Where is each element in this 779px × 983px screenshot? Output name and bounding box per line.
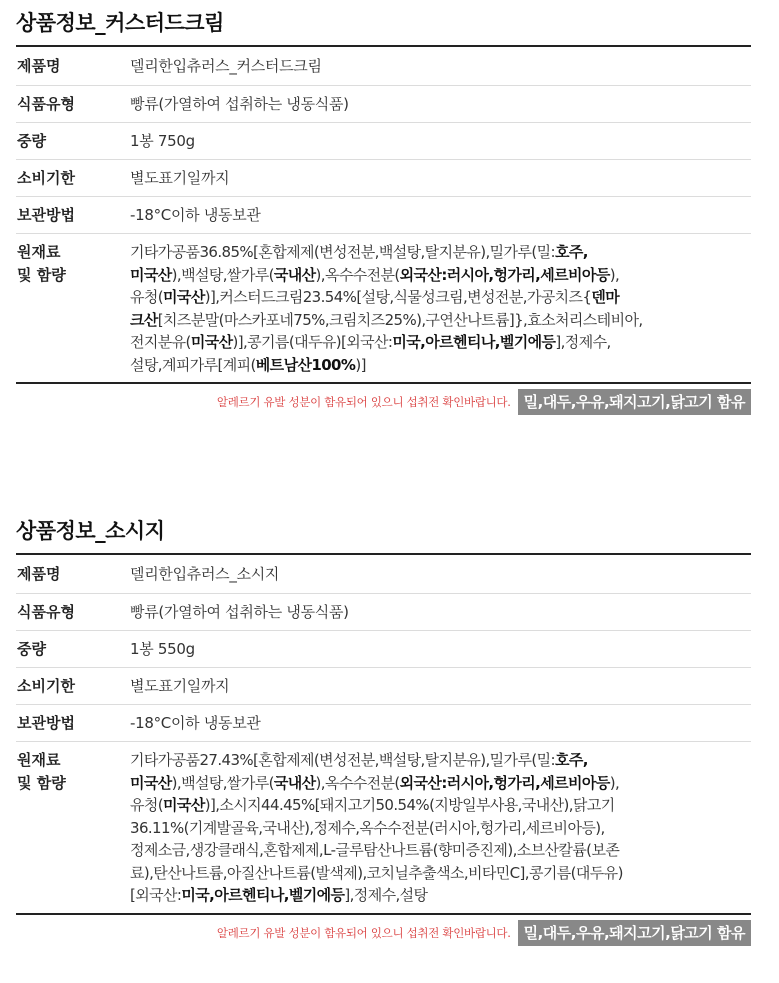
allergy-warning-text: 알레르기 유발 성분이 함유되어 있으니 섭취전 확인바랍니다. (216, 395, 511, 409)
ingredient-text-segment: )],콩기름(대두유)[외국산: (232, 333, 393, 351)
info-row-food-type (16, 594, 751, 631)
info-row-product-name (16, 47, 751, 86)
ingredient-text-segment: ],정제수,설탕 (344, 886, 428, 904)
ingredient-origin-bold: 외국산:러시아,헝가리,세르비아등 (399, 265, 610, 284)
ingredient-text-segment: ),백설탕,쌀가루( (171, 773, 274, 792)
ingredient-text-segment: )],소시지44.45%[돼지고기50.54%(지방일부사용,국내산),닭고기 (204, 796, 615, 814)
ingredient-origin-bold: 미국산 (130, 265, 172, 284)
product-info-section (16, 0, 751, 415)
row-label: 제품명 (17, 56, 61, 75)
row-label (16, 749, 130, 907)
ingredients-label-line2: 및 함량 (17, 266, 66, 284)
ingredient-text-segment: 기타가공품36.85%[혼합제제(변성전분,백설탕,탈지분유),밀가루(밀: (130, 243, 555, 261)
row-value: 델리한입츄러스_소시지 (130, 564, 280, 583)
ingredient-text-segment: ), (609, 265, 620, 284)
ingredient-origin-bold: 미국산 (163, 796, 205, 814)
row-label: 보관방법 (17, 205, 75, 224)
row-label: 보관방법 (17, 713, 75, 732)
section-title: 상품정보_커스터드크림 (16, 11, 224, 35)
ingredient-origin-bold: 국내산 (273, 773, 316, 792)
section-title: 상품정보_소시지 (16, 519, 165, 543)
allergen-badge: 밀,대두,우유,돼지고기,닭고기 함유 (518, 920, 751, 946)
ingredient-origin-bold: 외국산:러시아,헝가리,세르비아등 (399, 773, 610, 792)
row-label: 소비기한 (17, 168, 75, 187)
ingredient-text-segment: ),백설탕,쌀가루( (171, 265, 274, 284)
allergy-notice (16, 389, 751, 415)
ingredient-text-segment: 36.11%(기계발골육,국내산),정제수,옥수수전분(러시아,헝가리,세르비아등), (130, 818, 605, 837)
ingredient-text-segment: 정제소금,생강클래식,혼합제제,L-글루탐산나트륨(향미증진제),소브산칼륨(보존 (130, 841, 620, 859)
ingredient-text-segment: ),옥수수전분( (315, 265, 400, 284)
ingredients-label-line2: 및 함량 (17, 774, 66, 792)
ingredient-origin-bold: 국내산 (273, 265, 316, 284)
row-label: 식품유형 (17, 602, 75, 621)
info-row-weight (16, 123, 751, 160)
ingredient-text-segment: 유청( (130, 796, 164, 814)
ingredient-origin-bold: 호주, (554, 243, 588, 261)
info-row-ingredients (16, 234, 751, 384)
ingredient-text-segment: )],커스터드크림23.54%[설탕,식물성크림,변성전분,가공치즈{ (204, 288, 592, 306)
info-row-expiry (16, 668, 751, 705)
ingredient-origin-bold: 호주, (554, 751, 588, 769)
allergy-notice (16, 920, 751, 946)
ingredient-origin-bold: 미국산 (190, 333, 233, 351)
allergen-badge: 밀,대두,우유,돼지고기,닭고기 함유 (518, 389, 751, 415)
row-value: -18°C이하 냉동보관 (130, 205, 261, 224)
ingredient-text-segment: 유청( (130, 288, 164, 306)
row-value: 별도표기일까지 (130, 168, 230, 187)
info-row-storage (16, 705, 751, 742)
ingredient-origin-bold: 미국,아르헨티나,벨기에등 (181, 886, 345, 904)
ingredient-text-segment: [치즈분말(마스카포네75%,크림치즈25%),구연산나트륨]},효소처리스테비아, (157, 310, 643, 329)
ingredients-label-line1: 원재료 (17, 243, 61, 261)
row-label (16, 241, 130, 376)
ingredient-text-segment: 전지분유( (130, 333, 191, 351)
ingredient-origin-bold: 미국산 (130, 773, 172, 792)
row-value: -18°C이하 냉동보관 (130, 713, 261, 732)
row-label: 식품유형 (17, 94, 75, 113)
ingredient-text-segment: ), (609, 773, 620, 792)
info-row-food-type (16, 86, 751, 123)
info-row-product-name (16, 555, 751, 594)
ingredient-text-segment: 기타가공품27.43%[혼합제제(변성전분,백설탕,탈지분유),밀가루(밀: (130, 751, 555, 769)
info-row-weight (16, 631, 751, 668)
ingredient-text-segment: ],정제수, (555, 333, 611, 351)
ingredient-origin-bold: 미국,아르헨티나,벨기에등 (392, 333, 556, 351)
row-label: 중량 (17, 131, 46, 150)
ingredient-origin-bold: 크산 (130, 310, 158, 329)
info-row-storage (16, 197, 751, 234)
info-row-ingredients (16, 742, 751, 915)
ingredient-origin-bold: 덴마 (591, 288, 620, 306)
row-label: 중량 (17, 639, 46, 658)
ingredient-origin-bold: 베트남산100% (255, 355, 356, 374)
ingredient-text-segment: 료),탄산나트륨,아질산나트륨(발색제),코치닐추출색소,비타민C],콩기름(대두유) (130, 863, 623, 882)
row-value: 빵류(가열하여 섭취하는 냉동식품) (130, 602, 349, 621)
row-label: 소비기한 (17, 676, 75, 695)
row-label: 제품명 (17, 564, 61, 583)
allergy-warning-text: 알레르기 유발 성분이 함유되어 있으니 섭취전 확인바랍니다. (216, 925, 511, 940)
row-value: 델리한입츄러스_커스터드크림 (130, 56, 322, 75)
row-value: 빵류(가열하여 섭취하는 냉동식품) (130, 94, 349, 113)
ingredient-text-segment: ),옥수수전분( (315, 773, 400, 792)
ingredients-label-line1: 원재료 (17, 751, 61, 769)
ingredient-text-segment: [외국산: (130, 886, 182, 904)
info-row-expiry (16, 160, 751, 197)
row-value: 별도표기일까지 (130, 676, 230, 695)
row-value: 1봉 750g (130, 131, 195, 150)
ingredients-text (130, 749, 751, 907)
ingredient-origin-bold: 미국산 (163, 288, 205, 306)
ingredients-text (130, 241, 751, 376)
product-info-section (16, 508, 751, 946)
row-value: 1봉 550g (130, 639, 195, 658)
ingredient-text-segment: )] (355, 355, 366, 374)
ingredient-text-segment: 설탕,계피가루[계피( (130, 355, 256, 374)
